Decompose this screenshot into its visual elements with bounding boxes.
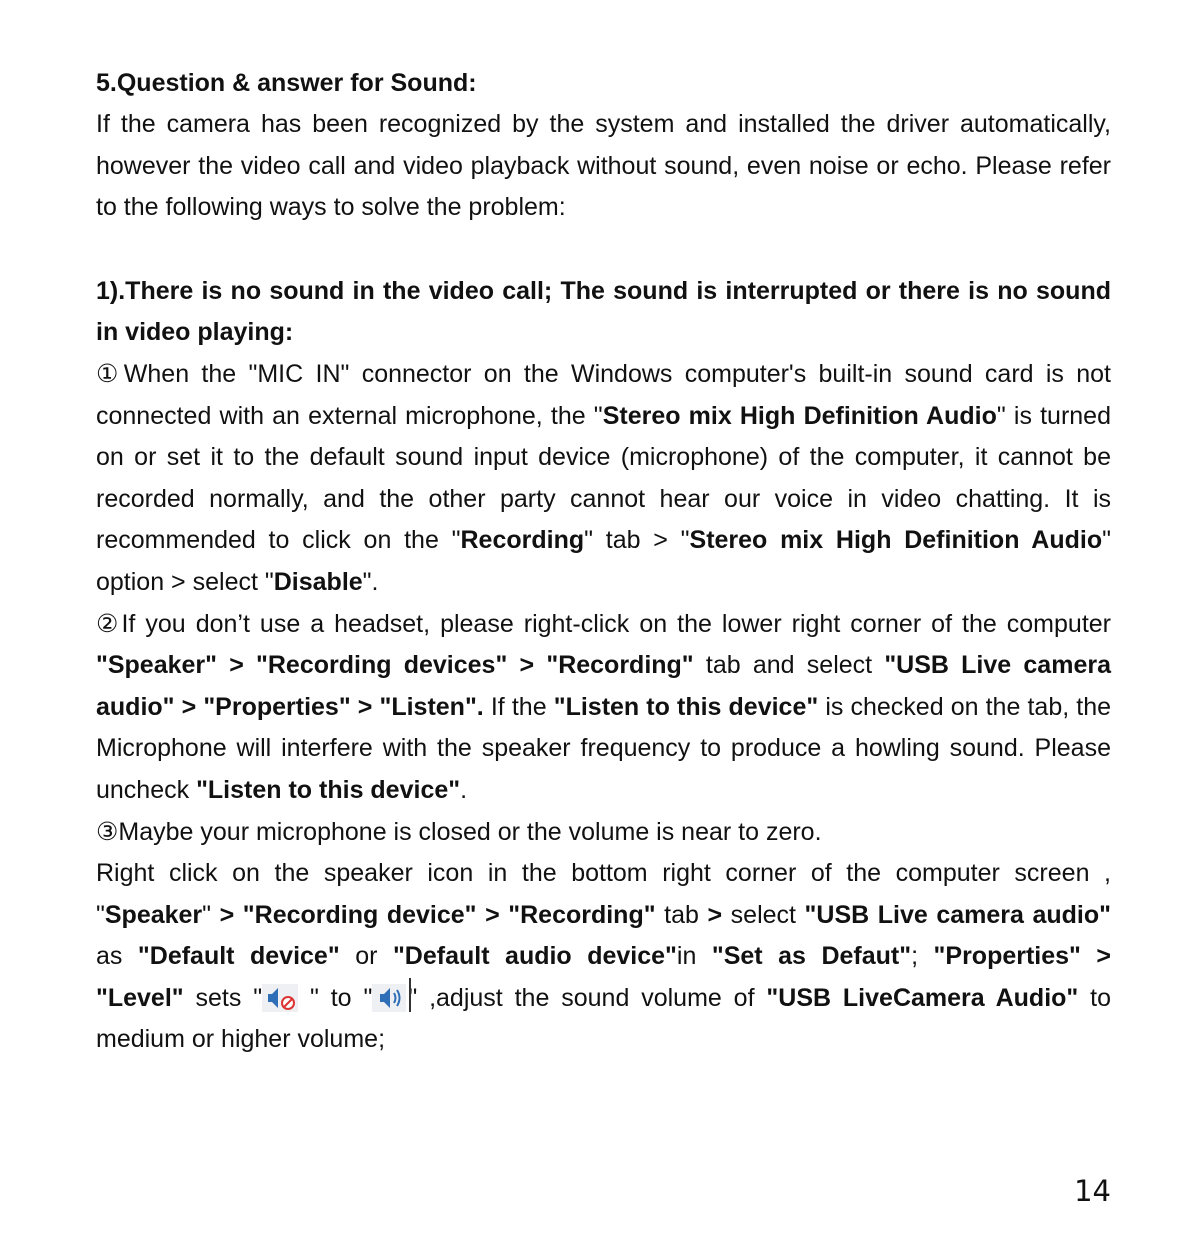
text: ". [362, 567, 379, 596]
text: as [96, 942, 138, 971]
text: Right click on the speaker icon in the bottom right corner of the computer screen , " [96, 859, 1111, 929]
bold-text: "USB Live camera audio" [804, 900, 1112, 929]
item-3-paragraph [96, 812, 1111, 854]
text: " to " [298, 983, 373, 1012]
bold-text: "Default device" [137, 942, 340, 971]
text: ①When the "MIC IN" connector on the Windows computer's built-in sound card is not connected with an external microphone, the " [96, 359, 1111, 430]
subheading: 1).There is no sound in the video call; The sound is interrupted or there is no sound in video playing: [96, 276, 1111, 347]
text: " tab > " [584, 526, 690, 555]
bold-text: "Properties" > "Level" [96, 942, 1112, 1012]
text: tab and select [693, 651, 885, 680]
bold-text: "Listen to this device" [553, 692, 819, 721]
intro-paragraph [96, 104, 1111, 229]
text: If the [483, 692, 554, 721]
bold-text: "Listen to this device" [196, 775, 461, 804]
item-1-paragraph [96, 354, 1111, 604]
bold-text: "Set as Defaut" [711, 942, 912, 971]
bold-text: "USB LiveCamera Audio" [766, 983, 1079, 1012]
bold-text: "Speaker" > "Recording devices" > "Recording" [96, 651, 694, 680]
bold-text: "Default audio device" [392, 942, 677, 971]
bold-text: Recording [460, 526, 585, 555]
text: " ,adjust the sound volume of [408, 983, 767, 1012]
bold-text: Stereo mix High Definition Audio [689, 526, 1103, 555]
bold-text: Disable [273, 567, 363, 596]
text: or [339, 942, 393, 971]
text: sets " [183, 983, 263, 1012]
text: in [676, 942, 712, 971]
page-number: 14 [1074, 1174, 1111, 1208]
intro-text: If the camera has been recognized by the system and installed the driver automatically, however the video call and video playback without sound, even noise or echo. Please refer to the following ways to solve the problem: [96, 110, 1111, 222]
bold-text: > [707, 900, 723, 929]
text: " is turned on or set it to the default sound input device (microphone) of the computer, it cannot be recorded normally, and the other party cannot hear our voice in video chatting. It is recommended to click on the " [96, 401, 1111, 555]
text: to medium or higher volume; [96, 983, 1112, 1054]
speaker-muted-icon [262, 984, 298, 1012]
page-content [96, 62, 1111, 1061]
text: ③Maybe your microphone is closed or the volume is near to zero. [96, 817, 822, 846]
text: select [722, 900, 805, 929]
text: tab [655, 900, 708, 929]
text: ②If you don’t use a headset, please right-click on the lower right corner of the computer [96, 609, 1111, 638]
speaker-on-icon [372, 984, 408, 1012]
section-heading: 5.Question & answer for Sound: [96, 69, 477, 97]
text: " option > select " [96, 526, 1111, 596]
text: is checked on the tab, the Microphone will interfere with the speaker frequency to produce a howling sound. Please uncheck [96, 692, 1112, 804]
bold-text: "USB Live camera audio" > "Properties" > "Listen". [96, 651, 1111, 721]
bold-text: > "Recording device" > "Recording" [219, 900, 656, 929]
text: . [460, 775, 468, 804]
item-2-paragraph [96, 604, 1111, 812]
item-3b-paragraph [96, 853, 1111, 1061]
text: ; [911, 942, 934, 971]
text: " [202, 900, 220, 929]
bold-text: Speaker [104, 900, 203, 929]
bold-text: Stereo mix High Definition Audio [602, 401, 997, 430]
